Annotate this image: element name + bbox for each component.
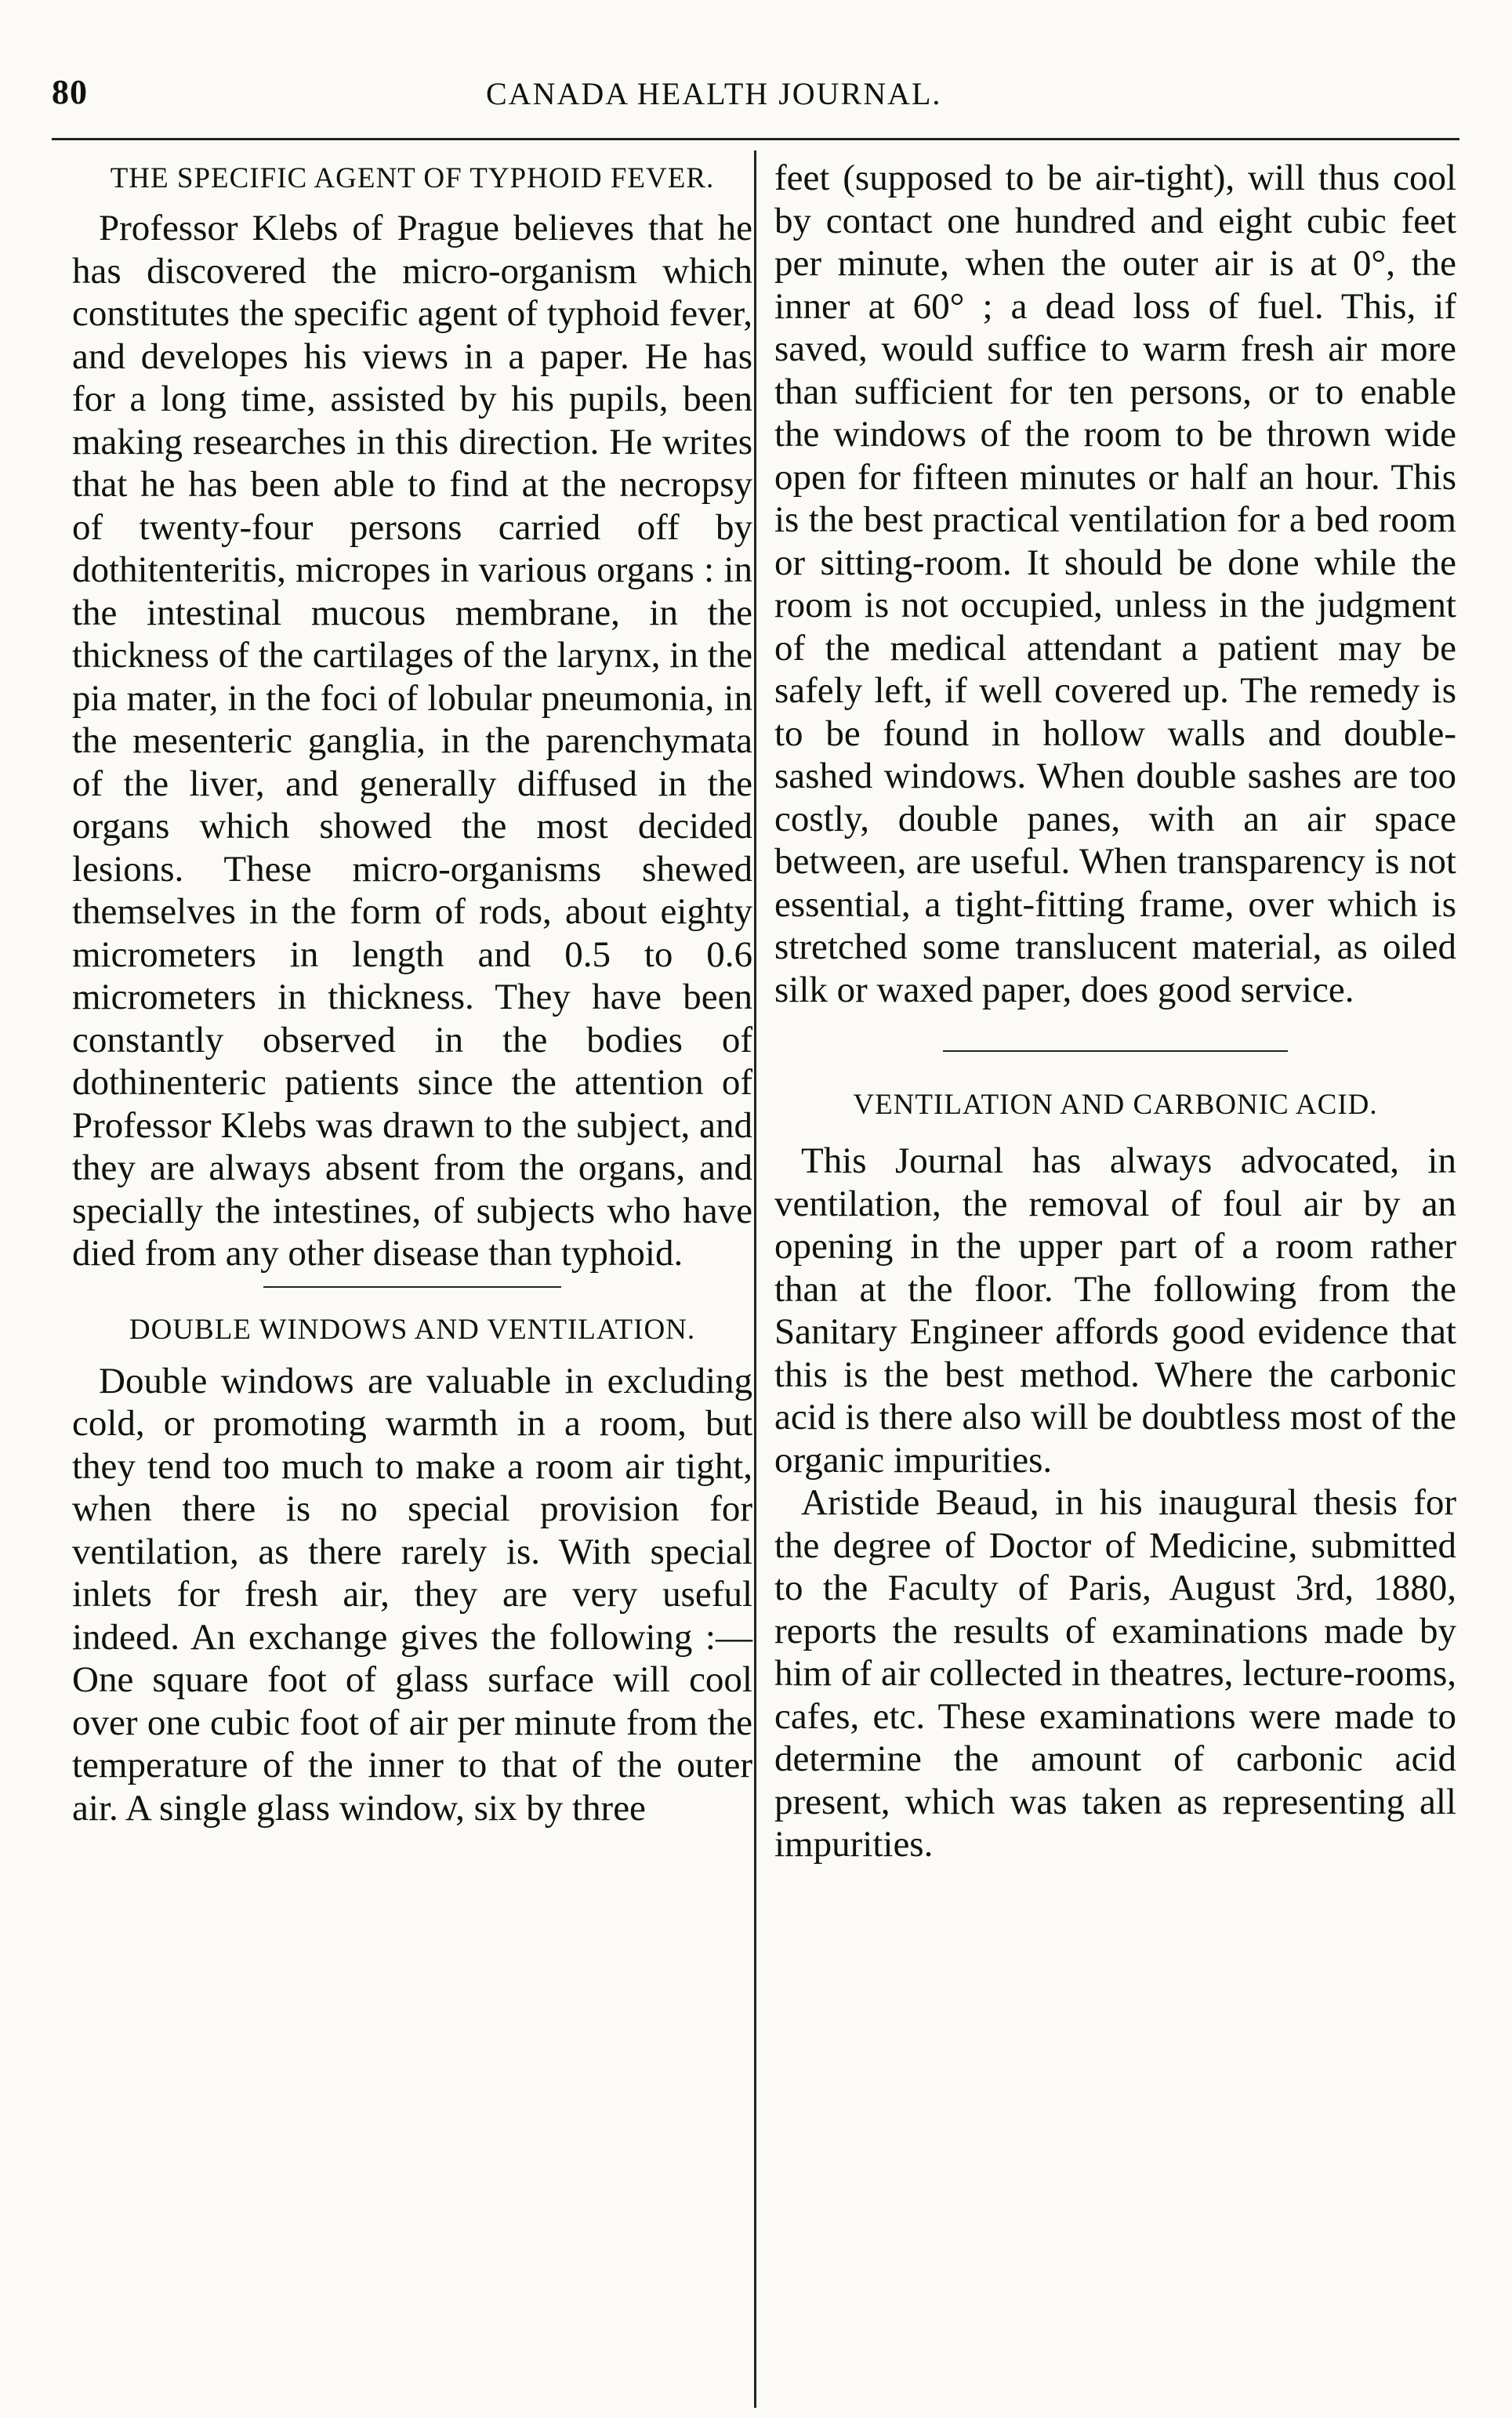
article-body-double-windows-continued: feet (supposed to be air-tight), will thus cool by contact one hundred and eight cubic feet per minute, when the outer air is at 0°, the inner at 60° ; a dead loss of fuel. This, if saved, would suffice to warm fresh air more than sufficient for ten persons, or to enable the windows of the room to be thrown wide open for fifteen minutes or half an hour. This is the best practical ventilation for a bed room or sitting-room. It should be done while the room is not occupied, unless in the judgment of the medical attendant a patient may be safely left, if well covered up. The remedy is to be found in hollow walls and double-sashed windows. When double sashes are too costly, double panes, with an air space between, are useful. When transparency is not essential, a tight-fitting frame, over which is stretched some translucent material, as oiled silk or waxed paper, does good service. <box>774 158 1456 1010</box>
article-body-double-windows: Double windows are valuable in excluding cold, or promoting warmth in a room, but they tend too much to make a room air tight, when there is no special provision for ventilation, as there rarely is. With special inlets for fresh air, they are very useful indeed. An exchange gives the following :—One square foot of glass surface will cool over one cubic foot of air per minute from the temperature of the inner to that of the outer air. A single glass window, six by three <box>72 1360 752 1829</box>
article-body-carbonic-acid-2: Aristide Beaud, in his inaugural thesis for the degree of Doctor of Medicine, submitted to the Faculty of Paris, August 3rd, 1880, reports the results of examinations made by him of air collected in theatres, lecture-rooms, cafes, etc. These examinations were made to determine the amount of carbonic acid present, which was taken as representing all impurities. <box>774 1482 1456 1865</box>
article-heading-double-windows: DOUBLE WINDOWS AND VENTILATION. <box>129 1313 696 1346</box>
page-number: 80 <box>52 73 88 111</box>
section-divider <box>263 1286 561 1288</box>
article-heading-carbonic-acid: VENTILATION AND CARBONIC ACID. <box>853 1089 1378 1121</box>
column-divider <box>754 150 756 2408</box>
header-rule <box>52 138 1459 140</box>
journal-title: CANADA HEALTH JOURNAL. <box>486 76 942 111</box>
article-body-carbonic-acid-1: This Journal has always advocated, in ventilation, the removal of foul air by an opening in the upper part of a room rather than at the floor. The following from the Sanitary Engineer affords good evidence that this is the best method. Where the carbonic acid is there also will be doubtless most of the organic impurities. <box>774 1140 1456 1481</box>
article-heading-typhoid: THE SPECIFIC AGENT OF TYPHOID FEVER. <box>110 162 715 194</box>
left-column <box>72 157 752 1829</box>
right-column <box>774 157 1456 1866</box>
section-divider <box>943 1050 1288 1052</box>
article-body-typhoid: Professor Klebs of Prague believes that he has discovered the micro-organism which constitutes the specific agent of typhoid fever, and developes his views in a paper. He has for a long time, assisted by his pupils, been making researches in this direction. He writes that he has been able to find at the necropsy of twenty-four persons carried off by dothitenteritis, micropes in various organs : in the intestinal mucous membrane, in the thickness of the cartilages of the larynx, in the pia mater, in the foci of lobular pneumonia, in the mesenteric ganglia, in the parenchymata of the liver, and generally diffused in the organs which showed the most decided lesions. These micro-organisms shewed themselves in the form of rods, about eighty micrometers in length and 0.5 to 0.6 micrometers in thickness. They have been constantly observed in the bodies of dothinenteric patients since the attention of Professor Klebs was drawn to the subject, and they are always absent from the organs, and specially the intestines, of subjects who have died from any other disease than typhoid. <box>72 208 752 1274</box>
running-head <box>0 72 1512 119</box>
